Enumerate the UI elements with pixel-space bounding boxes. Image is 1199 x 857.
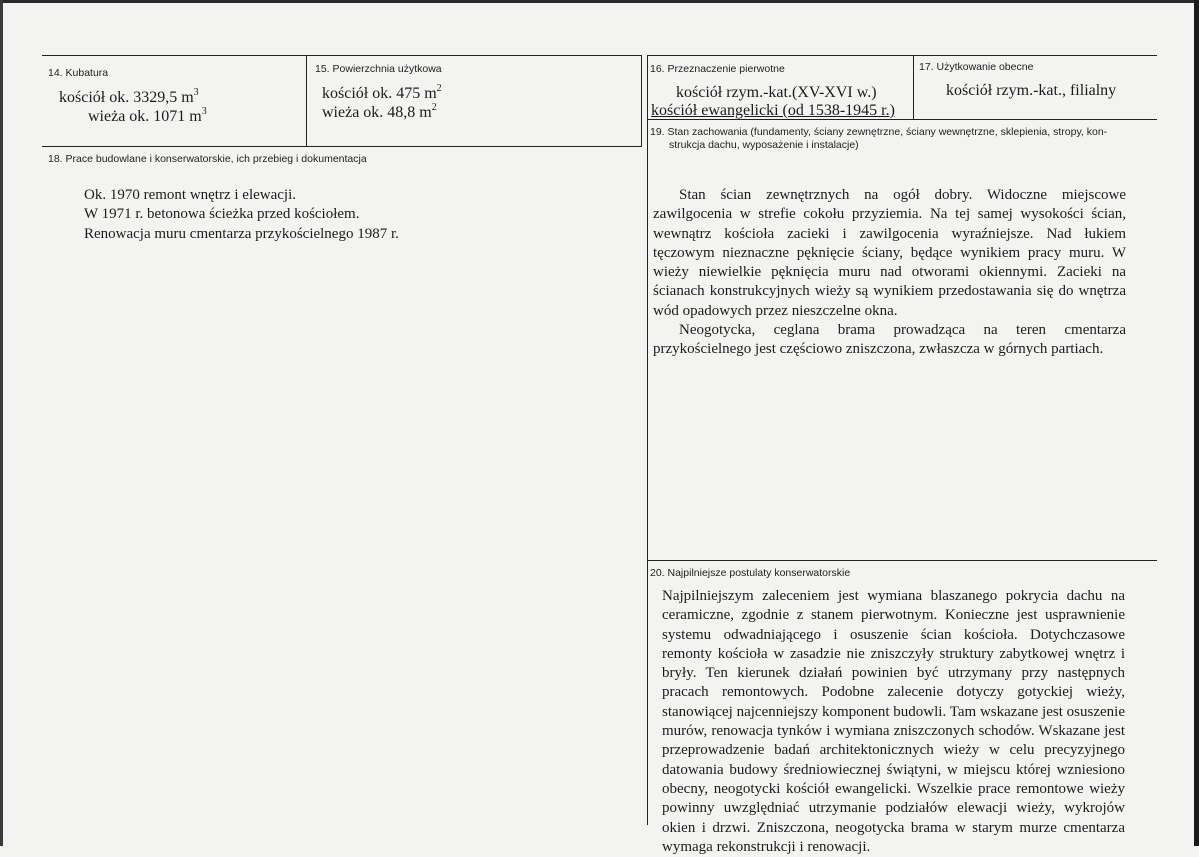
divider-14-15	[306, 55, 307, 147]
section-20-label: 20. Najpilniejsze postulaty konserwatorskie	[650, 567, 851, 579]
section-19-label-line2: strukcja dachu, wyposażenie i instalacje)	[669, 139, 859, 151]
condition-text	[653, 186, 1126, 360]
area-tower-text: wieża ok. 48,8 m	[322, 104, 432, 121]
volume-tower-text: wieża ok. 1071 m	[88, 108, 202, 125]
works-item-2: W 1971 r. betonowa ścieżka przed kościołem.	[84, 206, 360, 223]
area-church	[322, 84, 442, 103]
top-rule-right	[647, 55, 1157, 56]
postulates-text: Najpilniejszym zaleceniem jest wymiana blaszanego pokrycia dachu na ceramiczne, zgodnie z stanem pierwotnym. Konieczne jest usprawnienie systemu odwadniającego i osuszenie ścian kościoła. Dotychczasowe remonty kościoła w zasadzie nie zniszczyły struktury zabytkowej wnętrz i bryły. Ten kierunek działań powinien być utrzymany przy następnych pracach remontowych. Podobne zalecenie dotyczy gotyckiej wieży, stanowiącej najcenniejszy komponent budowli. Tam wskazane jest osuszenie murów, renowacja tynków i wymiana zniszczonych schodów. Wskazane jest przeprowadzenie badań architektonicznych wieży w celu precyzyjnego datowania budowy średniowiecznej świątyni, w miejscu której wzniesiono obecny, neogotycki kościół ewangelicki. Wszelkie prace remontowe wieży powinny uwzględniać utrzymanie podziałów elewacji wieży, wykrojów okien i drzwi. Zniszczona, neogotycka brama w starym murze cmentarza wymaga rekonstrukcji i renowacji.	[662, 588, 1125, 855]
divider-16-17	[913, 55, 914, 120]
section-19-label-line1: 19. Stan zachowania (fundamenty, ściany zewnętrzne, ściany wewnętrzne, sklepienia, stropy, kon-	[650, 126, 1108, 138]
section-14-label: 14. Kubatura	[48, 67, 109, 79]
postulates-text-container	[662, 587, 1125, 855]
original-use-line1: kościół rzym.-kat.(XV-XVI w.)	[676, 84, 877, 101]
area-tower	[322, 103, 437, 122]
section-17-label: 17. Użytkowanie obecne	[919, 61, 1034, 73]
volume-church-unit-exponent: 3	[193, 87, 199, 98]
condition-paragraph-2: Neogotycka, ceglana brama prowadząca na teren cmentarza przykościelnego jest częściowo zniszczona, zwłaszcza w górnych partiach.	[653, 322, 1126, 358]
section-15-label: 15. Powierzchnia użytkowa	[315, 63, 442, 75]
condition-paragraph-1: Stan ścian zewnętrznych na ogół dobry. Widoczne miejscowe zawilgocenia w strefie cokołu przyziemia. Na tej samej wysokości ścian, wewnątrz kościoła zacieki i zawilgocenia wyraźniejsze. Nad łukiem tęczowym nieznaczne pęknięcie ściany, będące wynikiem pracy muru. W wieży niewielkie pęknięcia muru nad otworami okiennymi. Zacieki na ścianach konstrukcyjnych wieży są wynikiem przedostawania się do wnętrza wód opadowych przez nieszczelne okna.	[653, 187, 1126, 319]
area-church-text: kościół ok. 475 m	[322, 85, 437, 102]
original-use-line2: kościół ewangelicki (od 1538-1945 r.)	[651, 102, 895, 119]
rule-above-20	[647, 560, 1157, 561]
volume-church-text: kościół ok. 3329,5 m	[59, 89, 194, 106]
works-item-1: Ok. 1970 remont wnętrz i elewacji.	[84, 187, 297, 203]
area-church-unit-exponent: 2	[436, 83, 442, 94]
current-use: kościół rzym.-kat., filialny	[946, 82, 1117, 99]
page-edge-top	[0, 0, 1199, 3]
volume-tower-unit-exponent: 3	[201, 106, 207, 117]
rule-above-18	[42, 146, 642, 147]
right-column-left-border	[647, 55, 648, 825]
top-rule-left	[42, 55, 641, 56]
section-16-label: 16. Przeznaczenie pierwotne	[650, 63, 785, 75]
works-item-3: Renowacja muru cmentarza przykościelnego 1987 r.	[84, 225, 399, 242]
page-edge-left	[0, 0, 3, 846]
volume-tower	[88, 107, 207, 126]
area-tower-unit-exponent: 2	[431, 102, 437, 113]
page-edge-right	[1194, 0, 1199, 846]
volume-church	[59, 88, 199, 107]
section-18-label: 18. Prace budowlane i konserwatorskie, ich przebieg i dokumentacja	[48, 153, 367, 165]
left-column-right-border	[641, 55, 642, 147]
works-list	[84, 186, 399, 244]
